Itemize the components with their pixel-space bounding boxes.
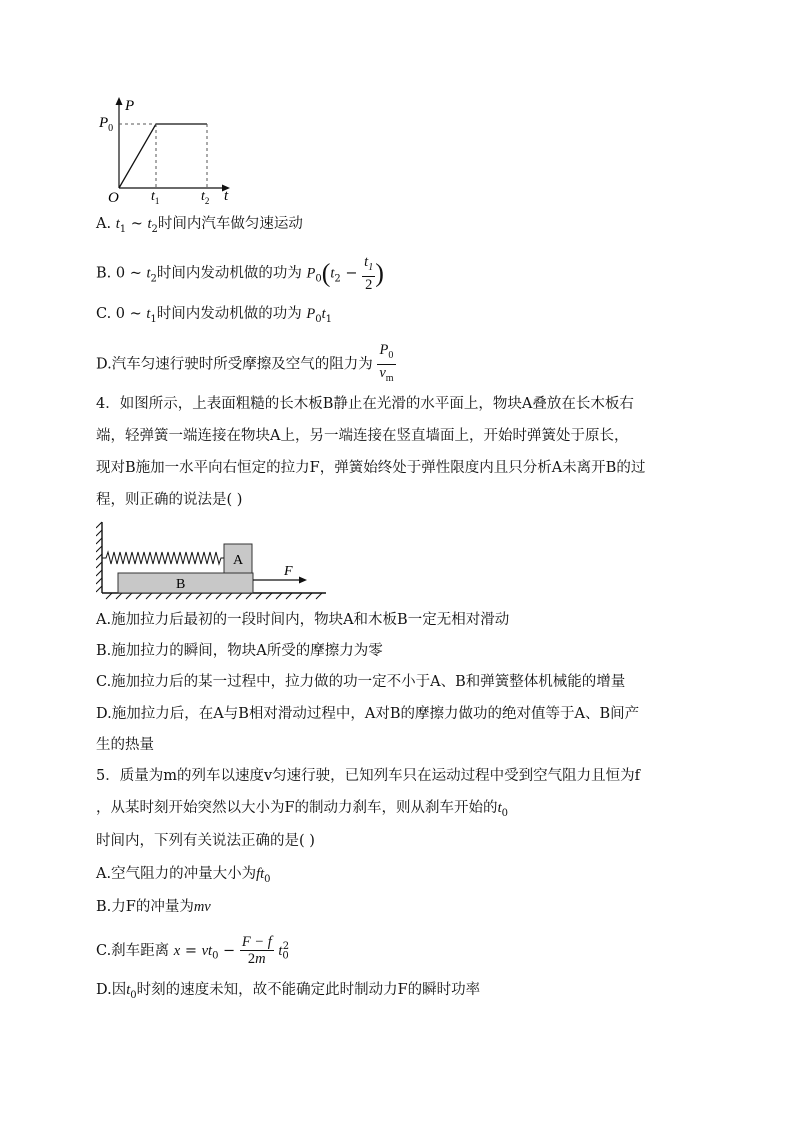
board-b [118, 573, 253, 593]
q5-option-c: C.刹车距离 $x = vt_0$ − $\frac{F - f}{2m}$ $t_0^2$ [96, 934, 290, 968]
q4-stem-line4: 程，则正确的说法是( ) [96, 492, 243, 508]
ramp-line [119, 124, 156, 188]
y-axis-arrow [116, 97, 123, 105]
spring-block-figure [96, 518, 336, 602]
q3-option-b: B. 0 ~ $t_2$时间内发动机做的功为 $P_0(t_2$ − $\frac{t_1}{2}$ ) [96, 254, 384, 293]
t2-label: $t_2$ [201, 189, 210, 206]
board-b-label: B [176, 577, 186, 592]
q5-stem-line1: 5．质量为m的列车以速度v匀速行驶，已知列车只在运动过程中受到空气阻力且恒为f [96, 768, 641, 784]
force-label: F [284, 564, 293, 579]
q5-option-d: D.因$t_0$时刻的速度未知，故不能确定此时制动力F的瞬时功率 [96, 982, 481, 1001]
q4-option-c: C.施加拉力后的某一过程中，拉力做的功一定不小于A、B和弹簧整体机械能的增量 [96, 674, 626, 690]
q4-stem-line3: 现对B施加一水平向右恒定的拉力F，弹簧始终处于弹性限度内且只分析A未离开B的过 [96, 460, 646, 476]
q4-option-b: B.施加拉力的瞬间，物块A所受的摩擦力为零 [96, 643, 383, 659]
q5-option-a: A.空气阻力的冲量大小为$ft_0$ [96, 866, 271, 885]
block-a-label: A [233, 553, 244, 568]
power-time-graph [96, 94, 246, 206]
origin-label: O [108, 190, 119, 206]
q4-option-d-line1: D.施加拉力后，在A与B相对滑动过程中，A对B的摩擦力做功的绝对值等于A、B间产 [96, 706, 640, 722]
q5-option-b: B.力F的冲量为mv [96, 899, 211, 915]
wall-hatch [96, 522, 102, 592]
q3-option-c: C. 0 ~ $t_1$时间内发动机做的功为 $P_0t_1$ [96, 306, 333, 325]
spring [102, 552, 224, 564]
ground-hatch [106, 593, 322, 599]
t1-label: $t_1$ [151, 189, 160, 206]
p0-label: $P_0$ [99, 115, 114, 134]
q3-option-d: D.汽车匀速行驶时所受摩擦及空气的阻力为 $\frac{P_0}{v_m}$ [96, 342, 394, 384]
q4-stem-line2: 端，轻弹簧一端连接在物块A上，另一端连接在竖直墙面上，开始时弹簧处于原长， [96, 428, 629, 444]
q4-stem-line1: 4．如图所示，上表面粗糙的长木板B静止在光滑的水平面上，物块A叠放在长木板右 [96, 396, 634, 412]
x-axis-label: t [224, 188, 229, 204]
q5-stem-line2: ，从某时刻开始突然以大小为F的制动力刹车，则从刹车开始的$t_0$ [96, 800, 508, 819]
force-arrowhead [299, 577, 307, 584]
q4-option-d-line2: 生的热量 [96, 737, 154, 753]
y-axis-label: P [125, 98, 135, 114]
q3-option-a: A. $t_1$ ~ $t_2$时间内汽车做匀速运动 [96, 216, 303, 235]
q4-option-a: A.施加拉力后最初的一段时间内，物块A和木板B一定无相对滑动 [96, 612, 510, 628]
q5-stem-line3: 时间内，下列有关说法正确的是( ) [96, 833, 315, 849]
